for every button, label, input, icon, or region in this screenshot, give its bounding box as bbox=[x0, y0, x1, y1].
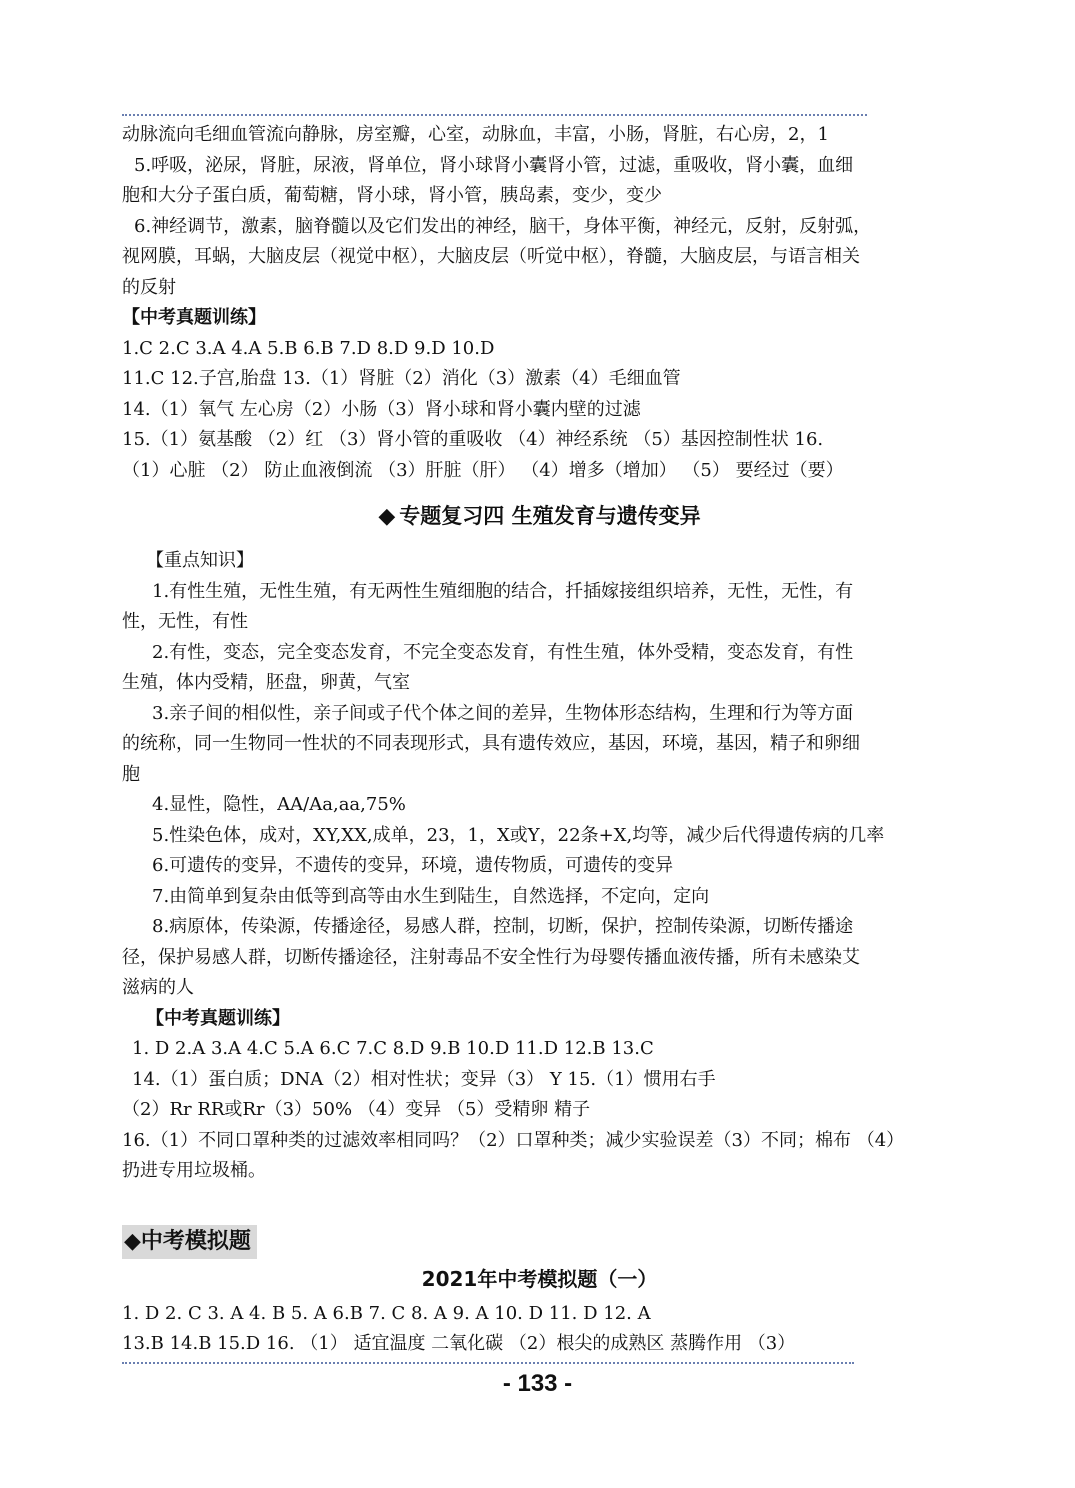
mock-exam-banner bbox=[122, 1225, 257, 1259]
answer-line: 15.（1）氨基酸 （2）红 （3）肾小管的重吸收 （4）神经系统 （5）基因控制性状 16. bbox=[122, 429, 824, 450]
text-line: 2.有性，变态，完全变态发育，不完全变态发育，有性生殖，体外受精，变态发育，有性 bbox=[152, 641, 854, 663]
exam-practice-title: 【中考真题训练】 bbox=[122, 307, 266, 328]
diamond-icon: ◆ bbox=[124, 1228, 141, 1254]
text-line: 6.神经调节，激素，脑脊髓以及它们发出的神经，脑干，身体平衡，神经元，反射，反射弧， bbox=[134, 215, 872, 237]
answer-line: 14.（1）蛋白质；DNA（2）相对性状；变异（3） Y 15.（1）惯用右手 bbox=[132, 1068, 716, 1090]
text-line: 5.性染色体，成对，XY,XX,成单，23，1，X或Y，22条+X,均等，减少后代得遗传病的几率 bbox=[152, 824, 885, 846]
page-number: - 133 - bbox=[502, 1370, 573, 1397]
answer-line: 扔进专用垃圾桶。 bbox=[122, 1160, 266, 1181]
text-line: 滋病的人 bbox=[122, 977, 194, 998]
text-line: 动脉流向毛细血管流向静脉，房室瓣，心室，动脉血，丰富，小肠，肾脏，右心房，2，1 bbox=[122, 124, 829, 145]
mock-exam-title: 2021年中考模拟题（一） bbox=[421, 1266, 658, 1291]
text-line: 生殖，体内受精，胚盘，卵黄，气室 bbox=[122, 672, 410, 693]
text-line: 4.显性，隐性，AA/Aa,aa,75% bbox=[152, 794, 406, 815]
text-line: 胞和大分子蛋白质，葡萄糖，肾小球，肾小管，胰岛素，变少，变少 bbox=[122, 185, 662, 206]
diamond-icon: ◆ bbox=[378, 504, 396, 529]
answer-line: （2）Rr RR或Rr（3）50% （4）变异 （5）受精卵 精子 bbox=[122, 1099, 591, 1120]
key-knowledge-title: 【重点知识】 bbox=[146, 550, 254, 571]
mock-exam-banner-text: 中考模拟题 bbox=[140, 1228, 251, 1254]
text-line: 5.呼吸，泌尿，肾脏，尿液，肾单位，肾小球肾小囊肾小管，过滤，重吸收，肾小囊，血细 bbox=[134, 154, 854, 176]
text-line: 1.有性生殖，无性生殖，有无两性生殖细胞的结合，扦插嫁接组织培养，无性，无性，有 bbox=[152, 580, 854, 602]
text-line: 的统称，同一生物同一性状的不同表现形式，具有遗传效应，基因，环境，基因，精子和卵细 bbox=[122, 733, 860, 754]
answer-line: 1. D 2.A 3.A 4.C 5.A 6.C 7.C 8.D 9.B 10.D 11.D 12.B 13.C bbox=[132, 1038, 654, 1059]
text-line: 8.病原体，传染源，传播途径，易感人群，控制，切断，保护，控制传染源，切断传播途 bbox=[152, 916, 854, 937]
footer-dotted-rule bbox=[122, 1362, 854, 1364]
text-line: 3.亲子间的相似性，亲子间或子代个体之间的差异，生物体形态结构，生理和行为等方面 bbox=[152, 702, 854, 724]
text-line: 7.由简单到复杂由低等到高等由水生到陆生，自然选择，不定向，定向 bbox=[152, 885, 710, 907]
answer-line: 11.C 12.子宫,胎盘 13.（1）肾脏（2）消化（3）激素（4）毛细血管 bbox=[122, 368, 681, 389]
section-heading bbox=[122, 486, 957, 546]
answer-line: 1.C 2.C 3.A 4.A 5.B 6.B 7.D 8.D 9.D 10.D bbox=[122, 337, 495, 359]
text-line: 的反射 bbox=[122, 276, 176, 298]
answer-line: （1）心脏 （2） 防止血液倒流 （3）肝脏（肝） （4）增多（增加） （5） 要经过（要） bbox=[122, 459, 844, 481]
answer-line: 16.（1）不同口罩种类的过滤效率相同吗？（2）口罩种类；减少实验误差（3）不同；棉布 （4） bbox=[122, 1129, 905, 1151]
text-line: 6.可遗传的变异，不遗传的变异，环境，遗传物质，可遗传的变异 bbox=[152, 855, 674, 876]
page-content bbox=[122, 120, 957, 1360]
answer-line: 1. D 2. C 3. A 4. B 5. A 6.B 7. C 8. A 9. A 10. D 11. D 12. A bbox=[122, 1302, 651, 1324]
text-line: 胞 bbox=[122, 763, 140, 785]
answer-line: 13.B 14.B 15.D 16. （1） 适宜温度 二氧化碳 （2）根尖的成熟区 蒸腾作用 （3） bbox=[122, 1333, 796, 1354]
section-heading-text: 专题复习四 生殖发育与遗传变异 bbox=[399, 504, 701, 528]
text-line: 视网膜，耳蜗，大脑皮层（视觉中枢），大脑皮层（听觉中枢），脊髓，大脑皮层，与语言相关 bbox=[122, 246, 860, 267]
text-line: 径，保护易感人群，切断传播途径，注射毒品不安全性行为母婴传播血液传播，所有未感染艾 bbox=[122, 946, 860, 968]
header-dotted-rule bbox=[122, 114, 867, 116]
text-line: 性，无性，有性 bbox=[122, 611, 248, 632]
answer-line: 14.（1）氧气 左心房（2）小肠（3）肾小球和肾小囊内壁的过滤 bbox=[122, 398, 641, 420]
exam-practice-title: 【中考真题训练】 bbox=[146, 1007, 290, 1029]
